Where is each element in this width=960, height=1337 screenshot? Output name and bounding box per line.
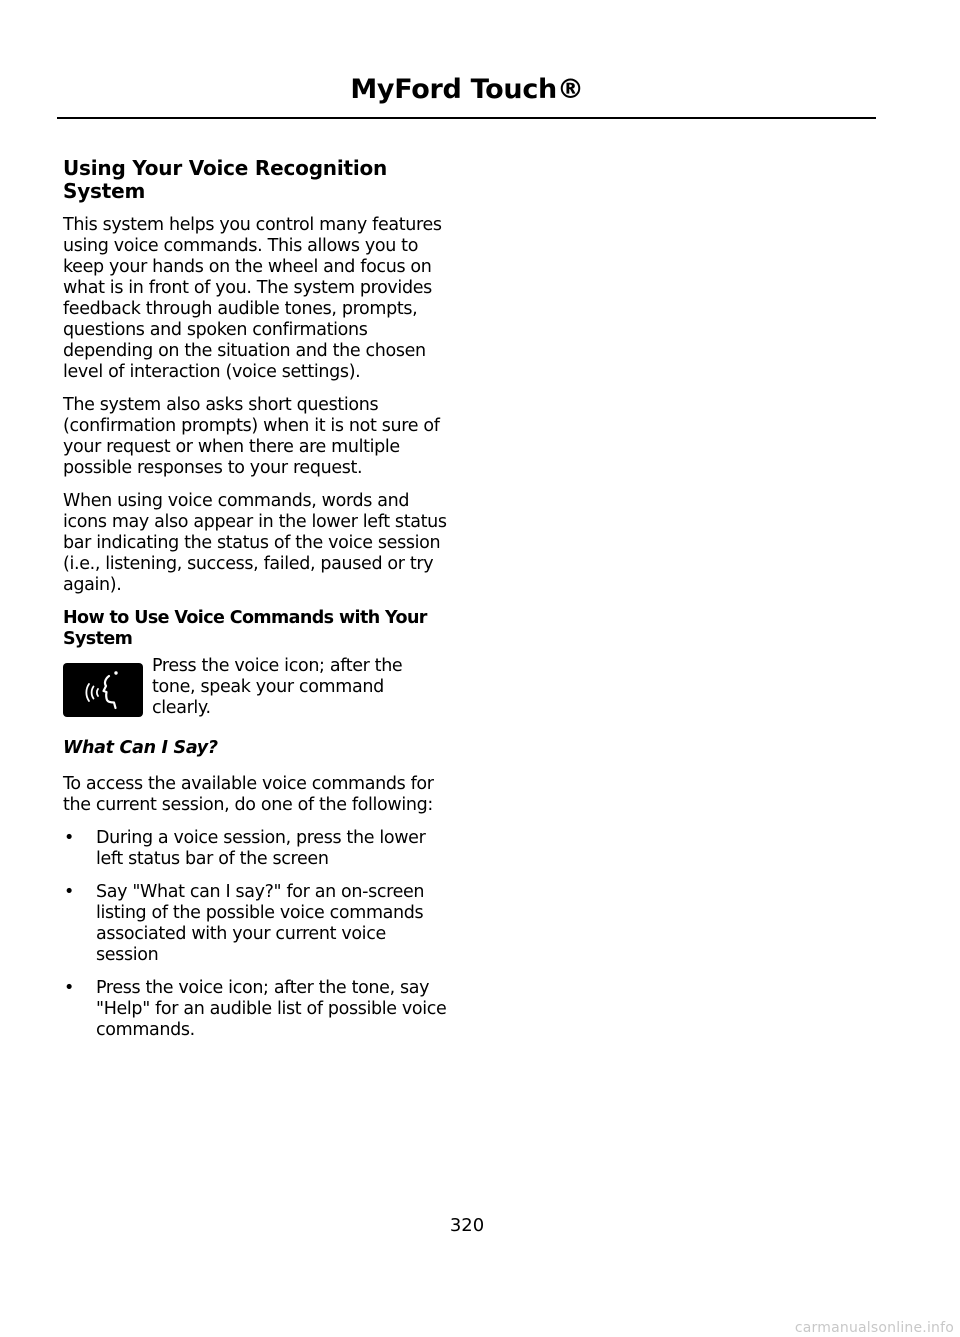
bullet-marker: • bbox=[64, 978, 74, 998]
list-item-text: During a voice session, press the lower left status bar of the screen bbox=[96, 828, 426, 869]
subsection-heading: How to Use Voice Commands with Your System bbox=[63, 608, 427, 649]
bullet-marker: • bbox=[64, 882, 74, 902]
paragraph-confirmation: The system also asks short questions (confirmation prompts) when it is not sure of your request or when there are multiple possible responses to your request. bbox=[63, 395, 440, 478]
list-item bbox=[63, 882, 449, 966]
section-heading: Using Your Voice Recognition System bbox=[63, 156, 388, 203]
voice-command-icon bbox=[63, 663, 143, 717]
list-item-text: Say "What can I say?" for an on-screen listing of the possible voice commands associated with your current voice session bbox=[96, 882, 425, 965]
page-header-title: MyFord Touch® bbox=[350, 74, 584, 105]
list-item bbox=[63, 828, 449, 870]
options-list bbox=[63, 828, 449, 1041]
list-item-text: Press the voice icon; after the tone, say "Help" for an audible list of possible voice commands. bbox=[96, 978, 447, 1040]
paragraph-status-bar: When using voice commands, words and icons may also appear in the lower left status bar indicating the status of the voice session (i.e., listening, success, failed, paused or try again). bbox=[63, 491, 447, 595]
voice-icon-instruction bbox=[63, 656, 449, 719]
paragraph-intro: This system helps you control many features using voice commands. This allows you to keep your hands on the wheel and focus on what is in front of you. The system provides feedback through audible tones, prompts, questions and spoken confirmations depending on the situation and the chosen level of interaction (voice settings). bbox=[63, 215, 442, 382]
header-divider bbox=[57, 117, 876, 119]
page-number: 320 bbox=[449, 1215, 485, 1236]
voice-head-icon bbox=[73, 667, 133, 713]
bullet-marker: • bbox=[64, 828, 74, 848]
what-can-i-say-heading: What Can I Say? bbox=[63, 738, 218, 758]
list-item bbox=[63, 978, 449, 1041]
content-column bbox=[63, 157, 449, 1053]
watermark: carmanualsonline.info bbox=[794, 1320, 954, 1336]
paragraph-access-commands: To access the available voice commands for the current session, do one of the following: bbox=[63, 774, 434, 815]
voice-icon-description: Press the voice icon; after the tone, speak your command clearly. bbox=[152, 656, 403, 718]
